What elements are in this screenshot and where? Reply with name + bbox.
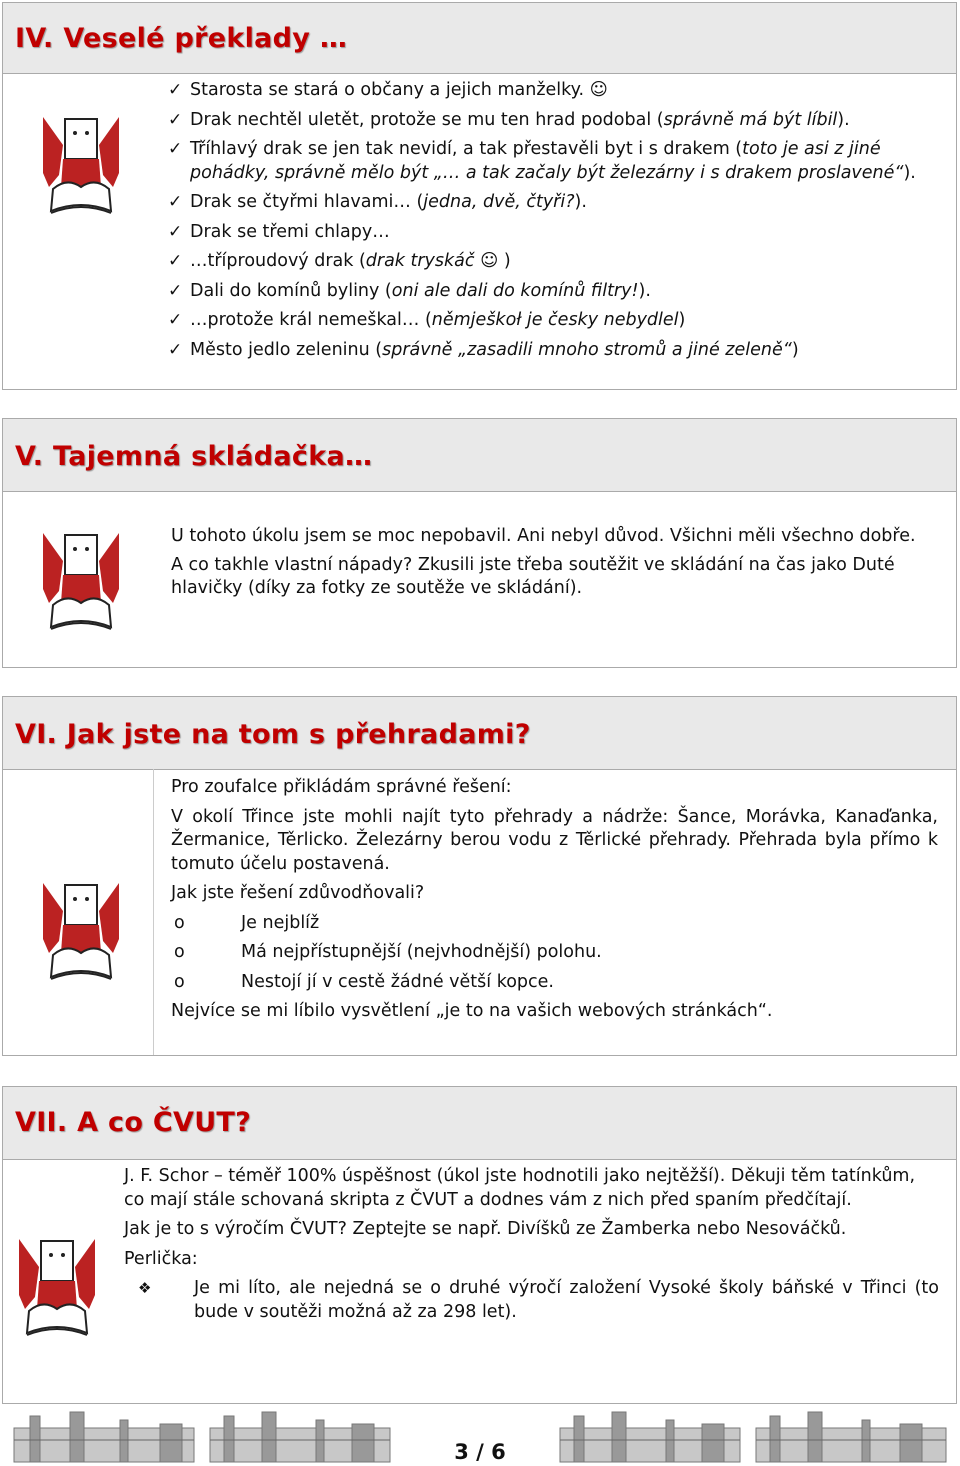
checkmark-icon: ✓ bbox=[168, 221, 183, 242]
list-item: o Má nejpřístupnější (nejvhodnější) polohu. bbox=[174, 942, 602, 962]
paragraph: Nejvíce se mi líbilo vysvětlení „je to na vašich webových stránkách“. bbox=[171, 1001, 773, 1021]
paragraph: Pro zoufalce přikládám správné řešení: bbox=[171, 777, 512, 797]
section-cvut bbox=[2, 1086, 957, 1404]
checklist-item: ✓ Tříhlavý drak se jen tak nevidí, a tak přestavěli byt i s drakem (toto je asi z jiné pohádky, správně mělo být „… a tak začaly být železárny i s drakem proslavené“). bbox=[168, 139, 916, 183]
checkmark-icon: ✓ bbox=[168, 251, 183, 271]
section-title: VI. Jak jste na tom s přehradami? bbox=[15, 719, 531, 750]
paragraph: J. F. Schor – téměř 100% úspěšnost (úkol jste hodnotili jako nejtěžší). Děkuji těm tatínkům, co mají stále schovaná skripta z ČVUT a dodnes vám z nich před spaním předčítají. bbox=[124, 1166, 916, 1210]
section-text bbox=[171, 525, 941, 601]
list-item: o Je nejblíž bbox=[174, 912, 320, 933]
list-item: o Nestojí jí v cestě žádné větší kopce. bbox=[174, 971, 554, 992]
checklist-item: ✓ Starosta se stará o občany a jejich manželky. ☺ bbox=[168, 79, 938, 103]
section-header bbox=[3, 1087, 956, 1160]
checklist-item: ✓ …protože král nemeškal… (němješkoł je česky nebydlel) bbox=[168, 309, 938, 333]
checkmark-icon: ✓ bbox=[168, 80, 183, 100]
dragon-logo-icon bbox=[15, 1237, 99, 1341]
checkmark-icon: ✓ bbox=[168, 109, 183, 130]
funny-translations-list bbox=[168, 79, 938, 368]
dragon-logo-icon bbox=[39, 115, 123, 219]
section-tajemna-skladacka bbox=[2, 418, 957, 668]
checkmark-icon: ✓ bbox=[168, 310, 183, 330]
checklist-item: ✓ Dali do komínů byliny (oni ale dali do komínů filtry!). bbox=[168, 280, 938, 304]
checklist-item: ✓ Drak se třemi chlapy… bbox=[168, 221, 938, 245]
section-text bbox=[171, 776, 938, 1024]
paragraph: U tohoto úkolu jsem se moc nepobavil. Ani nebyl důvod. Všichni měli všechno dobře. bbox=[171, 526, 916, 546]
paragraph: A co takhle vlastní nápady? Zkusili jste třeba soutěžit ve skládání na čas jako Duté hlavičky (díky za fotky ze soutěže ve skládání). bbox=[171, 554, 895, 598]
page-footer bbox=[0, 1410, 960, 1466]
checkmark-icon: ✓ bbox=[168, 139, 183, 159]
checkmark-icon: ✓ bbox=[168, 192, 183, 212]
list-item: ❖ Je mi líto, ale nejedná se o druhé výročí založení Vysoké školy báňské v Třinci (to bude v soutěži možná až za 298 let). bbox=[138, 1278, 939, 1322]
section-text bbox=[124, 1165, 939, 1324]
section-prehrady bbox=[2, 696, 957, 1056]
paragraph: Jak je to s výročím ČVUT? Zeptejte se např. Divíšků ze Žamberka nebo Nesováčků. bbox=[124, 1219, 847, 1239]
section-title: V. Tajemná skládačka… bbox=[15, 441, 373, 472]
section-title: IV. Veselé překlady … bbox=[15, 23, 348, 54]
checkmark-icon: ✓ bbox=[168, 280, 183, 301]
diamond-bullet-icon: ❖ bbox=[138, 1279, 152, 1297]
section-header bbox=[3, 419, 956, 492]
section-title: VII. A co ČVUT? bbox=[15, 1107, 252, 1138]
paragraph: V okolí Třince jste mohli najít tyto přehrady a nádrže: Šance, Morávka, Kanaďanka, Žermanice, Těrlicko. Železárny berou vodu z Těrlické přehrady. Přehrada byla přímo k tomuto účelu postavená. bbox=[171, 806, 938, 874]
section-header bbox=[3, 3, 956, 74]
page-number: 3 / 6 bbox=[454, 1440, 506, 1464]
paragraph: Jak jste řešení zdůvodňovali? bbox=[171, 883, 425, 903]
paragraph: Perlička: bbox=[124, 1248, 198, 1269]
section-veseleprekl bbox=[2, 2, 957, 390]
checklist-item: ✓ Drak se čtyřmi hlavami… (jedna, dvě, čtyři?). bbox=[168, 191, 938, 215]
section-header bbox=[3, 697, 956, 770]
checklist-item: ✓ Město jedlo zeleninu (správně „zasadili mnoho stromů a jiné zeleně“) bbox=[168, 339, 938, 363]
checkmark-icon: ✓ bbox=[168, 339, 183, 360]
checklist-item: ✓ …tříproudový drak (drak tryskáč ☺ ) bbox=[168, 250, 938, 274]
dragon-logo-icon bbox=[39, 881, 123, 985]
dragon-logo-icon bbox=[39, 531, 123, 635]
checklist-item: ✓ Drak nechtěl uletět, protože se mu ten hrad podobal (správně má být líbil). bbox=[168, 109, 938, 133]
